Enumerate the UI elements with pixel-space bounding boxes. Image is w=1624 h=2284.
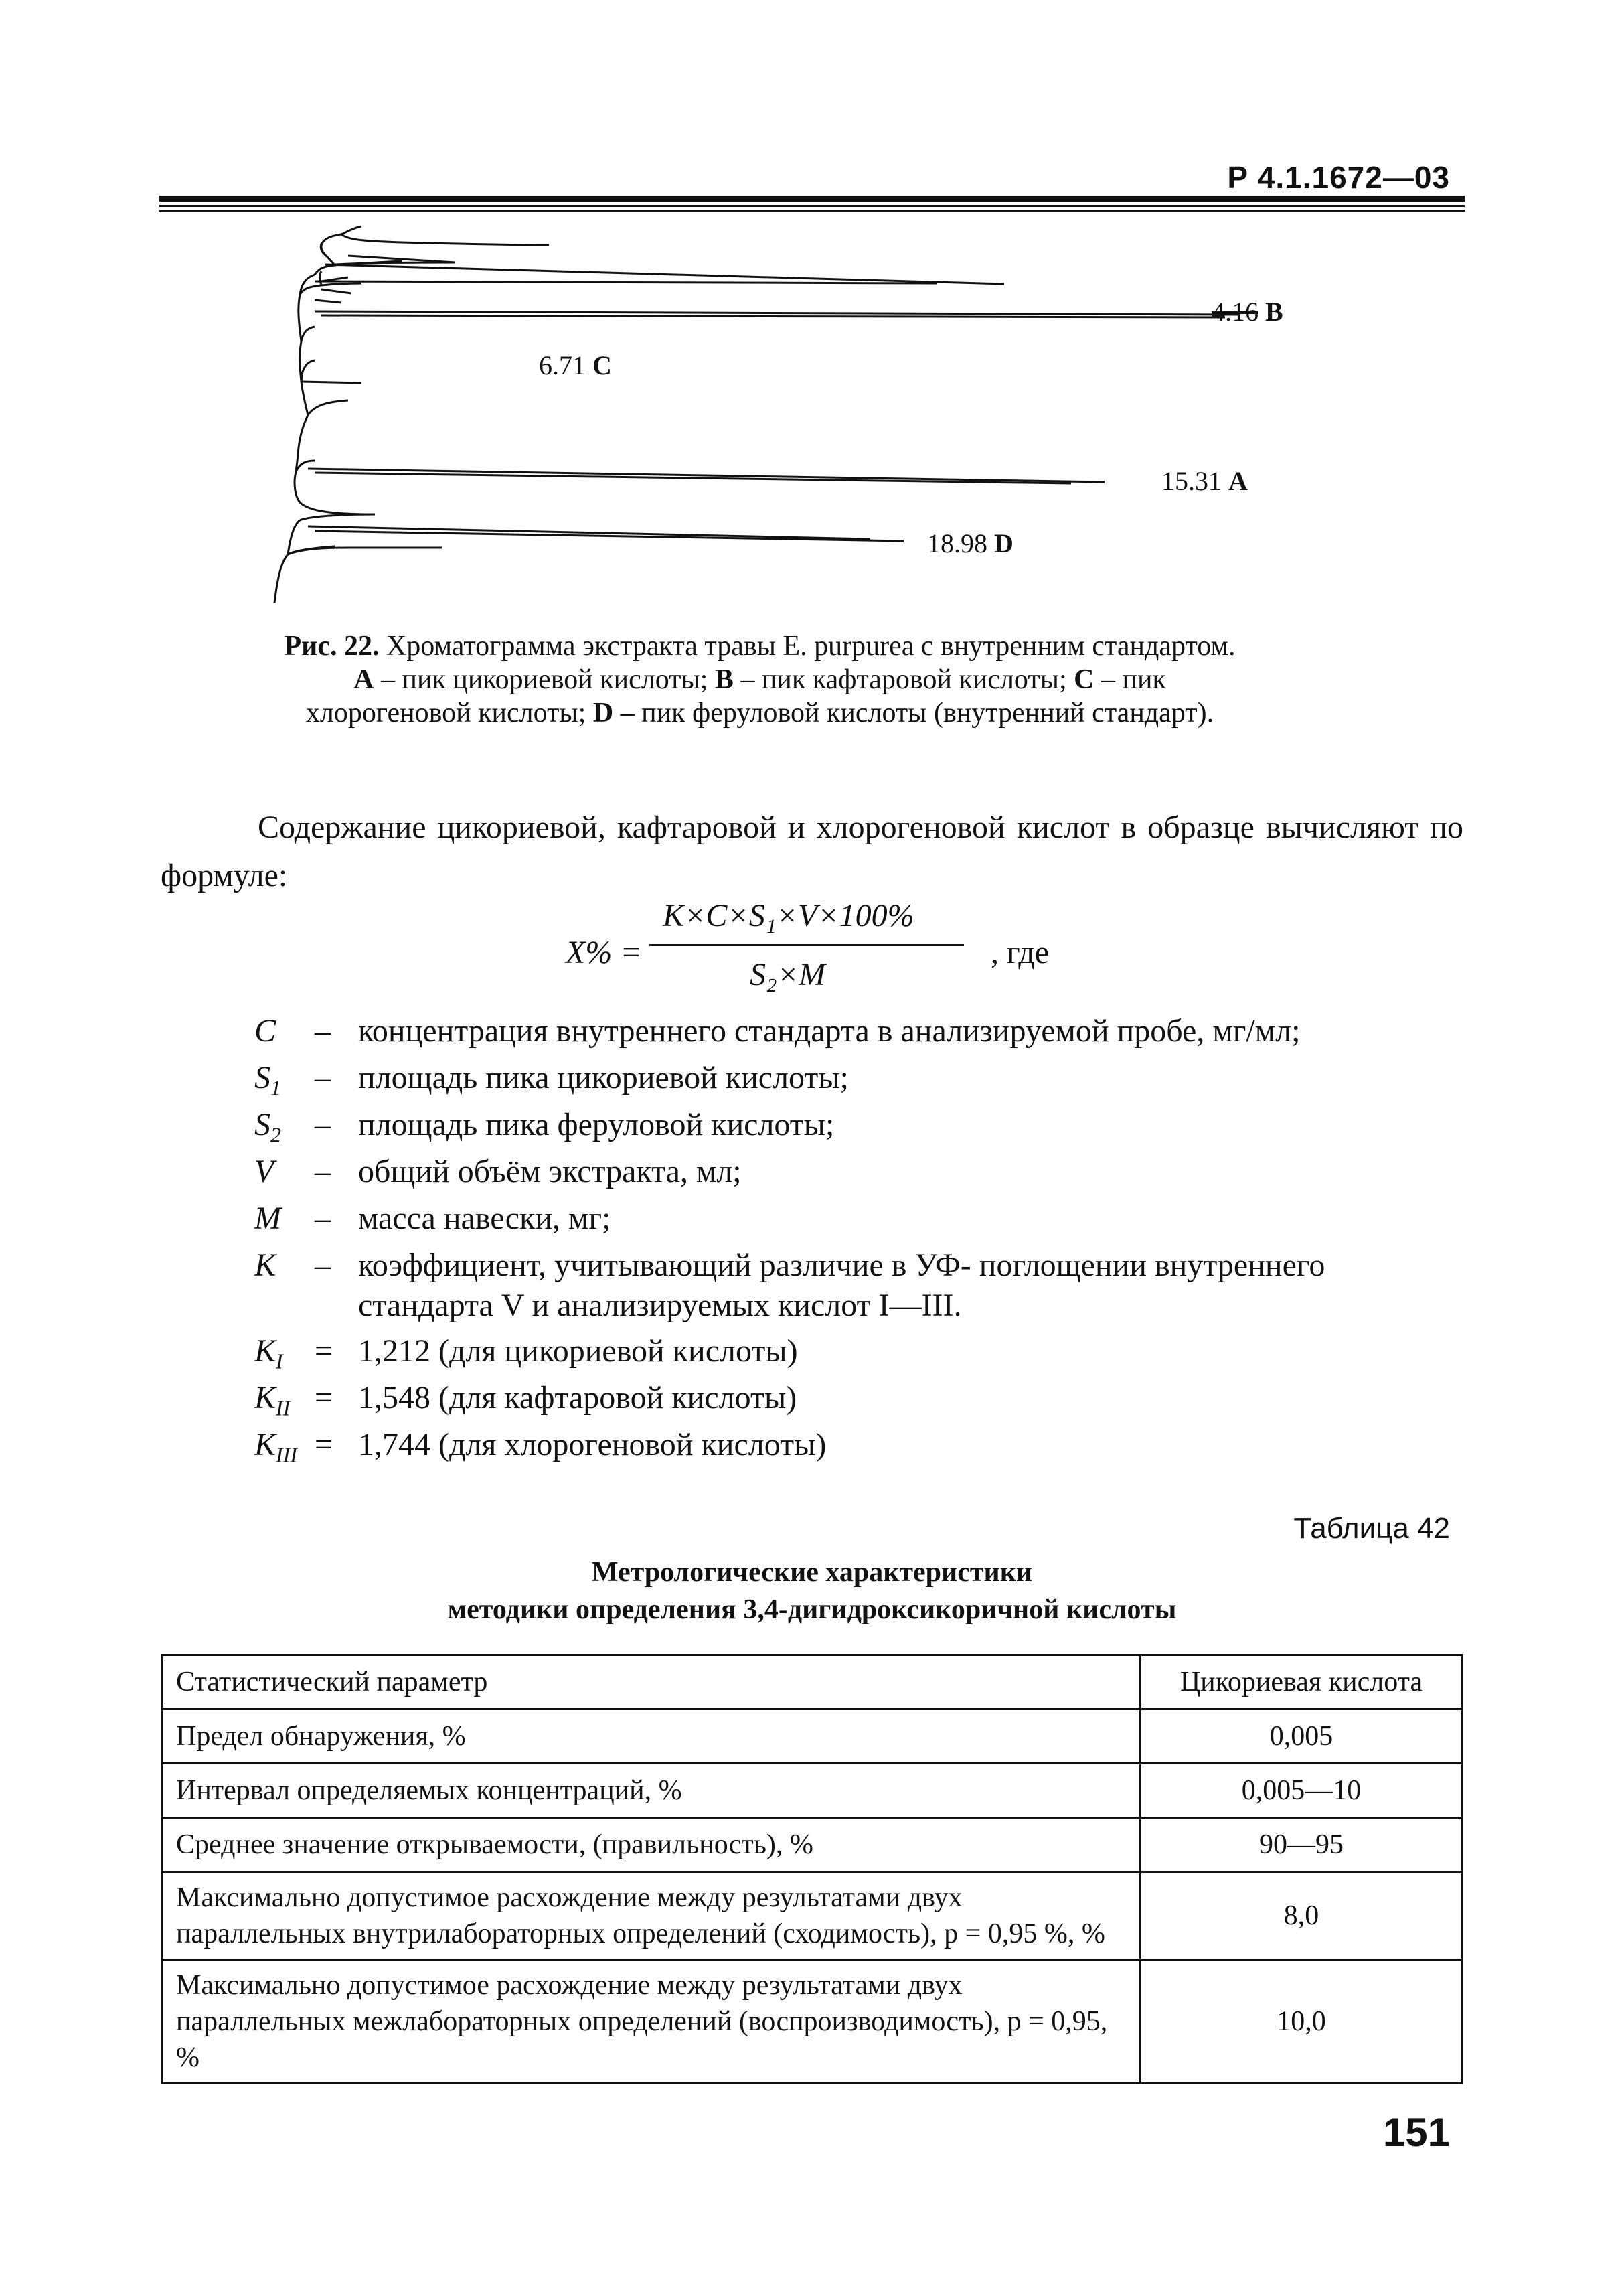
peak-d-letter: D (994, 528, 1013, 558)
definition-separator: – (315, 1107, 331, 1142)
definition-separator: – (315, 1060, 331, 1095)
definition-symbol: K (254, 1247, 276, 1283)
definition-separator: – (315, 1013, 331, 1049)
table-title (161, 1553, 1463, 1628)
table-cell: 90—95 (1141, 1818, 1463, 1872)
caption-text-3: – пик кафтаровой кислоты; (733, 664, 1074, 695)
chromatogram-trace (274, 546, 442, 603)
definition-text: 1,212 (для цикориевой кислоты) (358, 1333, 798, 1369)
formula-denominator: S₂×M (750, 957, 826, 992)
body-paragraph: Содержание цикориевой, кафтаровой и хлорогеновой кислот в образце вычисляют по формуле: (161, 810, 1463, 893)
peak-c-letter: C (592, 350, 612, 380)
table-header-row (162, 1655, 1463, 1709)
table-row (162, 1960, 1463, 2084)
table-cell: 8,0 (1141, 1872, 1463, 1960)
peak-line-top-b (335, 256, 455, 264)
definition-symbol: $K_{II}$ (254, 1380, 291, 1420)
table-cell: Среднее значение открываемости, (правильность), % (162, 1818, 1141, 1872)
table-title-line-2: методики определения 3,4-дигидроксикоричной кислоты (447, 1594, 1177, 1625)
table-cell: Максимально допустимое расхождение между результатами двух параллельных межлабораторных определений (воспроизводимость), р = 0,95, % (162, 1960, 1141, 2084)
definition-separator: – (315, 1201, 331, 1236)
table-row (162, 1872, 1463, 1960)
definition-text: общий объём экстракта, мл; (358, 1154, 742, 1189)
peak-label-a (1161, 465, 1248, 497)
caption-text-2: – пик цикориевой кислоты; (374, 664, 715, 695)
peak-c-line (301, 382, 361, 383)
definition-symbol: M (254, 1201, 281, 1236)
peak-b-line (315, 311, 1238, 315)
table-header-cell: Статистический параметр (162, 1655, 1141, 1709)
table-label: Таблица 42 (1293, 1512, 1450, 1545)
definition-text: 1,548 (для кафтаровой кислоты) (358, 1380, 797, 1416)
definition-text: 1,744 (для хлорогеновой кислоты) (358, 1427, 827, 1462)
definition-text: площадь пика цикориевой кислоты; (358, 1060, 849, 1095)
table-cell: Интервал определяемых концентраций, % (162, 1764, 1141, 1818)
caption-letter-d: D (592, 698, 614, 729)
formula-numerator: K×C×S₁×V×100% (663, 898, 914, 933)
formula-where: , где (991, 935, 1050, 970)
formula-lhs: X% = (566, 935, 642, 970)
table-cell: 0,005—10 (1141, 1764, 1463, 1818)
definition-symbol: V (254, 1154, 274, 1189)
definition-separator: = (315, 1333, 333, 1369)
chromatogram-figure (0, 0, 1624, 636)
definition-separator: = (315, 1427, 333, 1462)
definition-text: масса навески, мг; (358, 1201, 611, 1236)
definition-symbol: $S_2$ (254, 1107, 281, 1147)
definition-symbol: $S_1$ (254, 1060, 281, 1100)
table-row (162, 1764, 1463, 1818)
definition-text: коэффициент, учитывающий различие в УФ- поглощении внутреннего стандарта V и анализируемых кислот I—III. (358, 1247, 1325, 1323)
baseline-trace (288, 327, 375, 554)
caption-letter-a: A (353, 664, 374, 695)
page-number: 151 (1382, 2110, 1450, 2155)
caption-text-1: Хроматограмма экстракта травы E. purpurea с внутренним стандартом. (379, 631, 1236, 662)
table-row (162, 1709, 1463, 1764)
peak-line-top-c (341, 226, 549, 245)
document-code: Р 4.1.1672—03 (1227, 160, 1450, 195)
upper-trace (299, 234, 402, 341)
peak-d-time: 18.98 (927, 528, 987, 558)
caption-letter-c: C (1074, 664, 1094, 695)
definition-symbol: C (254, 1013, 276, 1049)
figure-number: Рис. 22. (284, 631, 380, 662)
definition-symbol: $K_I$ (254, 1333, 283, 1373)
caption-text-4: – пик хлорогеновой кислоты; (305, 664, 1166, 729)
peak-b-line-2 (321, 315, 1225, 317)
definition-separator: – (315, 1247, 331, 1283)
table-cell: 10,0 (1141, 1960, 1463, 2084)
peak-a-letter: A (1228, 466, 1248, 496)
definition-text: площадь пика феруловой кислоты; (358, 1107, 835, 1142)
table-title-line-1: Метрологические характеристики (591, 1557, 1033, 1588)
peak-label-b (1212, 296, 1283, 327)
peak-c-time: 6.71 (539, 350, 586, 380)
table-cell: Максимально допустимое расхождение между результатами двух параллельных внутрилабораторных определений (сходимость), р = 0,95 %, % (162, 1872, 1141, 1960)
figure-caption (281, 629, 1238, 730)
table-cell: 0,005 (1141, 1709, 1463, 1764)
metrology-table (161, 1654, 1463, 2084)
peak-top-line (315, 281, 937, 283)
peak-a-line (308, 469, 1105, 482)
table-header-cell: Цикориевая кислота (1141, 1655, 1463, 1709)
definition-separator: = (315, 1380, 333, 1416)
caption-text-5: – пик феруловой кислоты (внутренний стандарт). (613, 698, 1214, 729)
peak-b-time: 4.16 (1212, 297, 1258, 327)
definition-text: концентрация внутреннего стандарта в анализируемой пробе, мг/мл; (358, 1013, 1301, 1049)
table-row (162, 1818, 1463, 1872)
definition-symbol: $K_{III}$ (254, 1427, 297, 1467)
table-cell: Предел обнаружения, % (162, 1709, 1141, 1764)
fraction-bar (649, 944, 964, 946)
definition-separator: – (315, 1154, 331, 1189)
peak-b-letter: B (1265, 297, 1283, 327)
peak-label-d (927, 528, 1013, 559)
peak-label-c (539, 350, 612, 381)
caption-letter-b: B (714, 664, 734, 695)
peak-a-time: 15.31 (1161, 466, 1222, 496)
